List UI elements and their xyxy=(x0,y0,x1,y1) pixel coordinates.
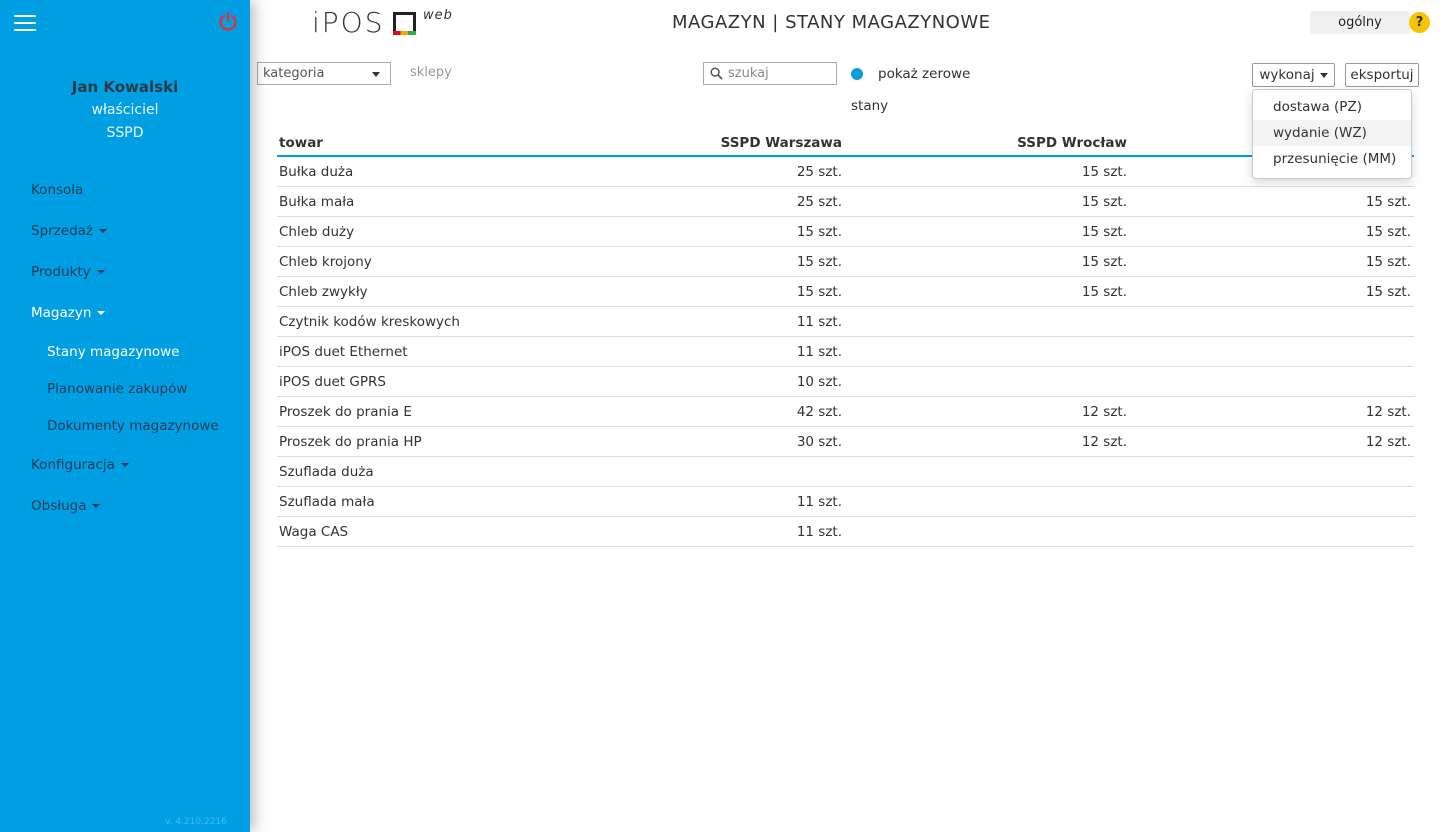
product-name-cell: Bułka mała xyxy=(279,194,355,210)
stock-quantity-cell: 15 szt. xyxy=(796,284,842,300)
stock-quantity-cell: 11 szt. xyxy=(796,494,842,510)
table-row[interactable] xyxy=(277,457,1414,487)
stock-quantity-cell: 15 szt. xyxy=(1081,224,1127,240)
help-icon[interactable]: ? xyxy=(1409,12,1430,33)
caret-down-icon xyxy=(121,463,129,467)
product-name-cell: Bułka duża xyxy=(279,164,354,180)
search-icon xyxy=(710,67,723,80)
table-row[interactable] xyxy=(277,397,1414,427)
stock-quantity-cell: 12 szt. xyxy=(1081,404,1127,420)
user-role: właściciel xyxy=(91,102,159,118)
table-row[interactable] xyxy=(277,367,1414,397)
table-row[interactable] xyxy=(277,517,1414,547)
stock-quantity-cell: 12 szt. xyxy=(1081,434,1127,450)
show-zero-radio[interactable] xyxy=(851,68,863,80)
stock-quantity-cell: 30 szt. xyxy=(796,434,842,450)
logo-square-icon xyxy=(393,12,416,35)
search-input[interactable] xyxy=(704,63,836,84)
nav-item-produkty[interactable]: Produkty xyxy=(31,264,105,280)
app-logo: iPOS xyxy=(312,6,385,39)
table-row[interactable] xyxy=(277,427,1414,457)
stock-quantity-cell: 15 szt. xyxy=(1081,284,1127,300)
stock-quantity-cell: 12 szt. xyxy=(1365,434,1411,450)
execute-button[interactable]: wykonaj xyxy=(1252,63,1335,87)
stock-quantity-cell: 15 szt. xyxy=(796,254,842,270)
sidebar xyxy=(0,0,250,832)
export-button[interactable]: eksportuj xyxy=(1345,63,1419,87)
nav-sub-stany-magazynowe[interactable]: Stany magazynowe xyxy=(47,344,180,360)
caret-down-icon xyxy=(97,270,105,274)
show-zero-label[interactable]: pokaż zerowe xyxy=(878,66,971,82)
product-name-cell: Czytnik kodów kreskowych xyxy=(279,314,460,330)
profile-selector[interactable]: ogólny xyxy=(1310,11,1410,34)
user-info xyxy=(0,76,250,145)
app-logo-web: web xyxy=(423,8,453,23)
menu-icon[interactable] xyxy=(14,15,36,31)
user-name: Jan Kowalski xyxy=(71,78,179,96)
table-row[interactable] xyxy=(277,277,1414,307)
search-box xyxy=(703,62,837,85)
column-header-warszawa[interactable]: SSPD Warszawa xyxy=(720,135,842,151)
power-icon[interactable] xyxy=(217,11,239,33)
nav-item-konfiguracja[interactable]: Konfiguracja xyxy=(31,457,129,473)
product-name-cell: Waga CAS xyxy=(279,524,349,540)
table-row[interactable] xyxy=(277,217,1414,247)
stock-quantity-cell: 15 szt. xyxy=(1365,224,1411,240)
caret-down-icon xyxy=(97,311,105,315)
stock-quantity-cell: 25 szt. xyxy=(796,164,842,180)
shops-filter[interactable]: sklepy xyxy=(410,65,452,80)
table-row[interactable] xyxy=(277,337,1414,367)
stock-quantity-cell: 15 szt. xyxy=(1365,284,1411,300)
nav-item-konsola[interactable]: Konsola xyxy=(31,182,84,198)
product-name-cell: iPOS duet GPRS xyxy=(279,374,386,390)
column-header-wroclaw[interactable]: SSPD Wrocław xyxy=(1017,135,1127,151)
product-name-cell: Proszek do prania E xyxy=(279,404,412,420)
product-name-cell: Szuflada duża xyxy=(279,464,374,480)
stock-quantity-cell: 10 szt. xyxy=(796,374,842,390)
stock-quantity-cell: 11 szt. xyxy=(796,314,842,330)
table-row[interactable] xyxy=(277,247,1414,277)
category-select[interactable] xyxy=(257,62,391,85)
execute-menu xyxy=(1252,89,1412,179)
page-title: MAGAZYN | STANY MAGAZYNOWE xyxy=(672,12,991,33)
table-row[interactable] xyxy=(277,187,1414,217)
category-select-value: kategoria xyxy=(263,66,325,81)
stock-quantity-cell: 42 szt. xyxy=(796,404,842,420)
stock-quantity-cell: 15 szt. xyxy=(1081,254,1127,270)
product-name-cell: Chleb duży xyxy=(279,224,355,240)
table-row[interactable] xyxy=(277,157,1414,187)
menu-item-dostawa[interactable]: dostawa (PZ) xyxy=(1273,99,1362,115)
table-row[interactable] xyxy=(277,487,1414,517)
product-name-cell: iPOS duet Ethernet xyxy=(279,344,408,360)
show-zero-label-line2: stany xyxy=(851,98,889,114)
caret-down-icon xyxy=(99,229,107,233)
table-body xyxy=(277,157,1414,547)
nav-sub-planowanie-zakupow[interactable]: Planowanie zakupów xyxy=(47,381,188,397)
nav-item-sprzedaz[interactable]: Sprzedaż xyxy=(31,223,107,239)
menu-item-przesuniecie[interactable]: przesunięcie (MM) xyxy=(1273,151,1397,167)
version-label: v. 4.210.2216 xyxy=(165,817,227,827)
nav-item-magazyn[interactable]: Magazyn xyxy=(31,305,105,321)
nav-sub-dokumenty-magazynowe[interactable]: Dokumenty magazynowe xyxy=(47,418,219,434)
stock-quantity-cell: 11 szt. xyxy=(796,524,842,540)
stock-quantity-cell: 12 szt. xyxy=(1365,404,1411,420)
product-name-cell: Chleb zwykły xyxy=(279,284,368,300)
stock-table xyxy=(277,133,1414,547)
caret-down-icon xyxy=(92,504,100,508)
stock-quantity-cell: 15 szt. xyxy=(1365,254,1411,270)
product-name-cell: Chleb krojony xyxy=(279,254,372,270)
stock-quantity-cell: 15 szt. xyxy=(1081,164,1127,180)
product-name-cell: Proszek do prania HP xyxy=(279,434,422,450)
stock-quantity-cell: 11 szt. xyxy=(796,344,842,360)
table-row[interactable] xyxy=(277,307,1414,337)
stock-quantity-cell: 15 szt. xyxy=(1081,194,1127,210)
stock-quantity-cell: 25 szt. xyxy=(796,194,842,210)
table-header xyxy=(277,133,1414,157)
column-header-towar[interactable]: towar xyxy=(279,135,323,151)
product-name-cell: Szuflada mała xyxy=(279,494,375,510)
caret-down-icon xyxy=(372,72,380,77)
caret-down-icon xyxy=(1320,73,1328,78)
menu-item-wydanie[interactable]: wydanie (WZ) xyxy=(1253,120,1411,146)
nav-item-obsluga[interactable]: Obsługa xyxy=(31,498,100,514)
user-company: SSPD xyxy=(106,125,144,141)
stock-quantity-cell: 15 szt. xyxy=(796,224,842,240)
stock-quantity-cell: 15 szt. xyxy=(1365,194,1411,210)
